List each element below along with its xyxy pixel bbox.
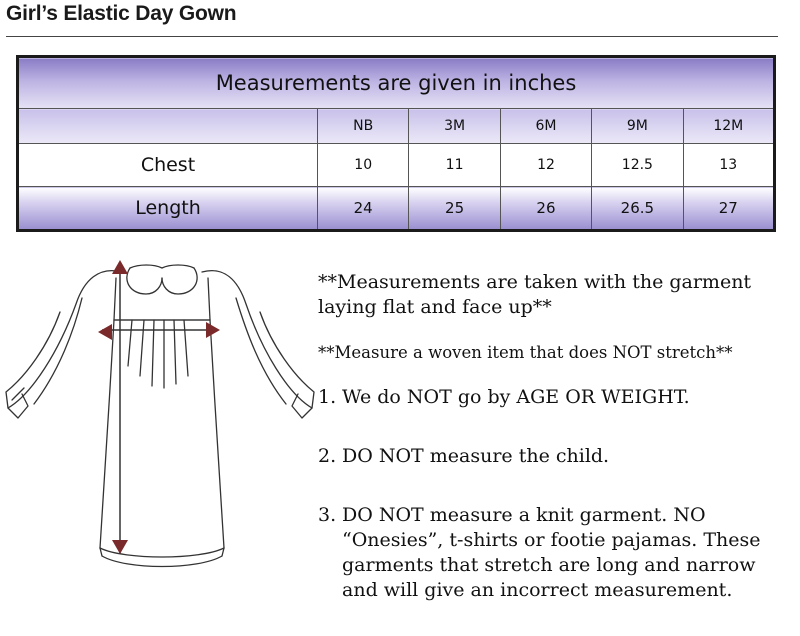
list-item [318,503,788,603]
size-header: 12M [683,109,774,144]
table-cell: 26.5 [592,187,683,231]
list-number: 2. [318,445,337,467]
table-cell: 26 [500,187,591,231]
size-header-row [18,109,775,144]
list-item [318,444,788,469]
table-cell: 10 [318,144,409,187]
list-text: DO NOT measure a knit garment. NO “Onesies”, t-shirts or footie pajamas. These garments that stretch are long and narrow and will give an incorrect measurement. [342,504,761,601]
table-caption: Measurements are given in inches [18,57,775,109]
table-cell: 24 [318,187,409,231]
table-row-chest [18,144,775,187]
table-cell: 13 [683,144,774,187]
gown-measurement-illustration [4,256,316,574]
size-header: 9M [592,109,683,144]
row-label: Chest [18,144,318,187]
table-cell: 11 [409,144,500,187]
table-cell: 12 [500,144,591,187]
size-header: NB [318,109,409,144]
table-row-length [18,187,775,231]
list-text: We do NOT go by AGE OR WEIGHT. [342,386,690,408]
note-lay-flat: **Measurements are taken with the garment laying flat and face up** [318,271,752,318]
header-blank-cell [18,109,318,144]
table-cell: 12.5 [592,144,683,187]
size-header: 6M [500,109,591,144]
size-header: 3M [409,109,500,144]
list-item [318,385,788,410]
list-number: 3. [318,504,337,526]
list-text: DO NOT measure the child. [342,445,610,467]
title-divider [6,36,778,37]
row-label: Length [18,187,318,231]
table-cell: 27 [683,187,774,231]
size-chart-table [16,55,776,232]
list-number: 1. [318,386,337,408]
table-cell: 25 [409,187,500,231]
measurement-notes [318,270,788,603]
page-title: Girl’s Elastic Day Gown [6,2,237,25]
note-woven-item: **Measure a woven item that does NOT stretch** [318,343,733,362]
